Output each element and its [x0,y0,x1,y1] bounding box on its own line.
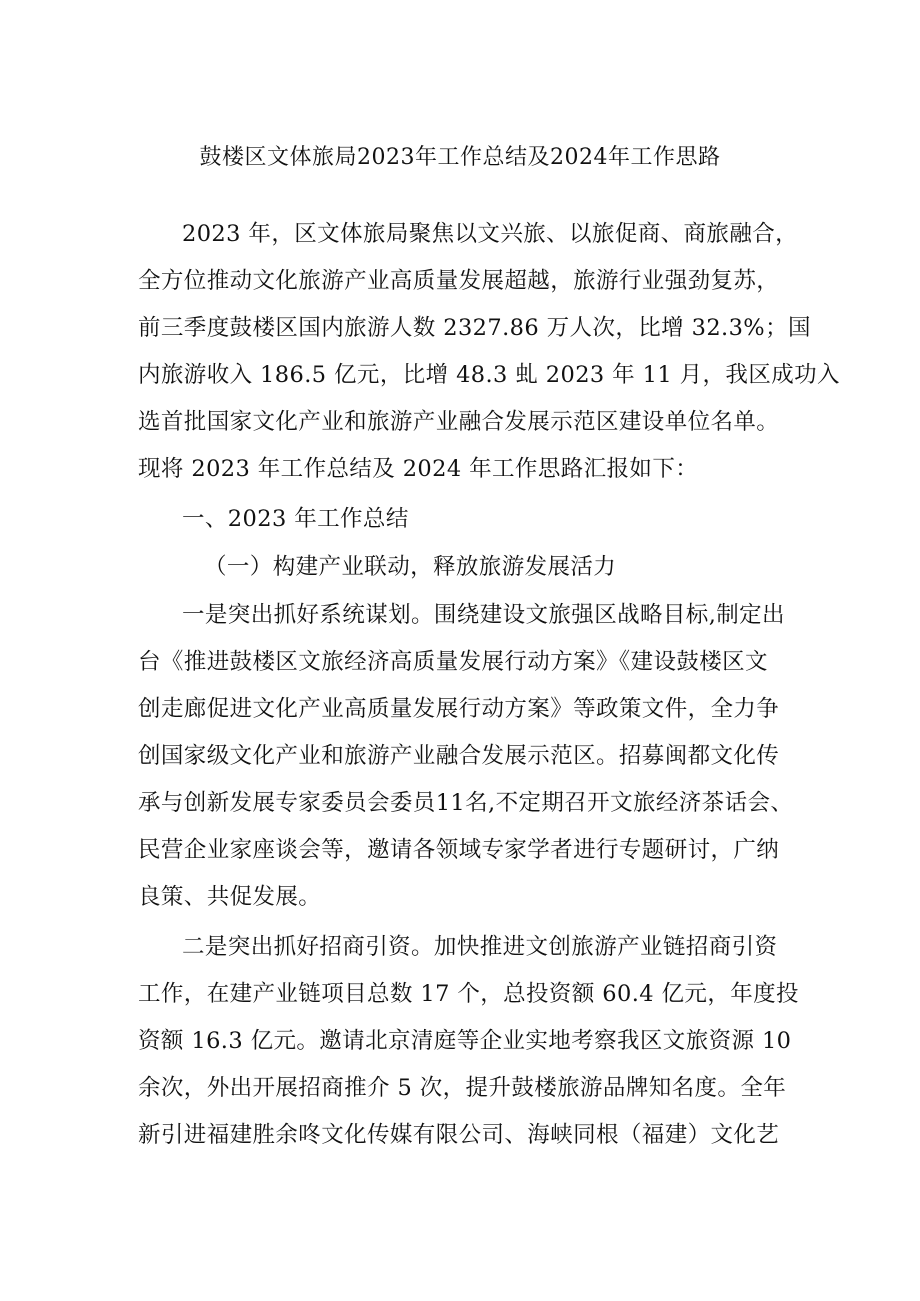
subsection-heading: （一）构建产业联动，释放旅游发展活力 [204,554,617,580]
paragraph-line: 资额 16.3 亿元。邀请北京清庭等企业实地考察我区文旅资源 10 [138,1028,792,1054]
paragraph-line: 新引进福建胜余咚文化传媒有限公司、海峡同根（福建）文化艺 [138,1122,780,1148]
paragraph-line: 内旅游收入 186.5 亿元，比增 48.3 虬 2023 年 11 月，我区成功入 [138,362,840,388]
paragraph-line: 全方位推动文化旅游产业高质量发展超越，旅游行业强劲复苏， [138,268,780,294]
section-heading: 一、2023 年工作总结 [182,506,409,532]
paragraph-line: 二是突出抓好招商引资。加快推进文创旅游产业链招商引资 [182,934,778,960]
paragraph-line: 民营企业家座谈会等，邀请各领域专家学者进行专题研讨，广纳 [138,837,780,863]
paragraph-line: 创走廊促进文化产业高质量发展行动方案》等政策文件，全力争 [138,696,780,722]
paragraph-line: 创国家级文化产业和旅游产业融合发展示范区。招募闽都文化传 [138,743,780,769]
paragraph-line: 选首批国家文化产业和旅游产业融合发展示范区建设单位名单。 [138,409,780,435]
paragraph-line: 2023 年，区文体旅局聚焦以文兴旅、以旅促商、商旅融合， [182,221,799,247]
paragraph-line: 余次，外出开展招商推介 5 次，提升鼓楼旅游品牌知名度。全年 [138,1075,787,1101]
paragraph-line: 工作，在建产业链项目总数 17 个，总投资额 60.4 亿元，年度投 [138,981,799,1007]
document-title: 鼓楼区文体旅局2023年工作总结及2024年工作思路 [199,145,721,170]
paragraph-line: 良策、共促发展。 [138,884,322,910]
paragraph-line: 台《推进鼓楼区文旅经济高质量发展行动方案》《建设鼓楼区文 [138,649,768,675]
paragraph-line: 承与创新发展专家委员会委员11名,不定期召开文旅经济茶话会、 [138,790,794,816]
paragraph-line: 前三季度鼓楼区国内旅游人数 2327.86 万人次，比增 32.3%；国 [138,315,811,341]
paragraph-line: 现将 2023 年工作总结及 2024 年工作思路汇报如下： [138,456,699,482]
paragraph-line: 一是突出抓好系统谋划。围绕建设文旅强区战略目标,制定出 [182,602,785,628]
